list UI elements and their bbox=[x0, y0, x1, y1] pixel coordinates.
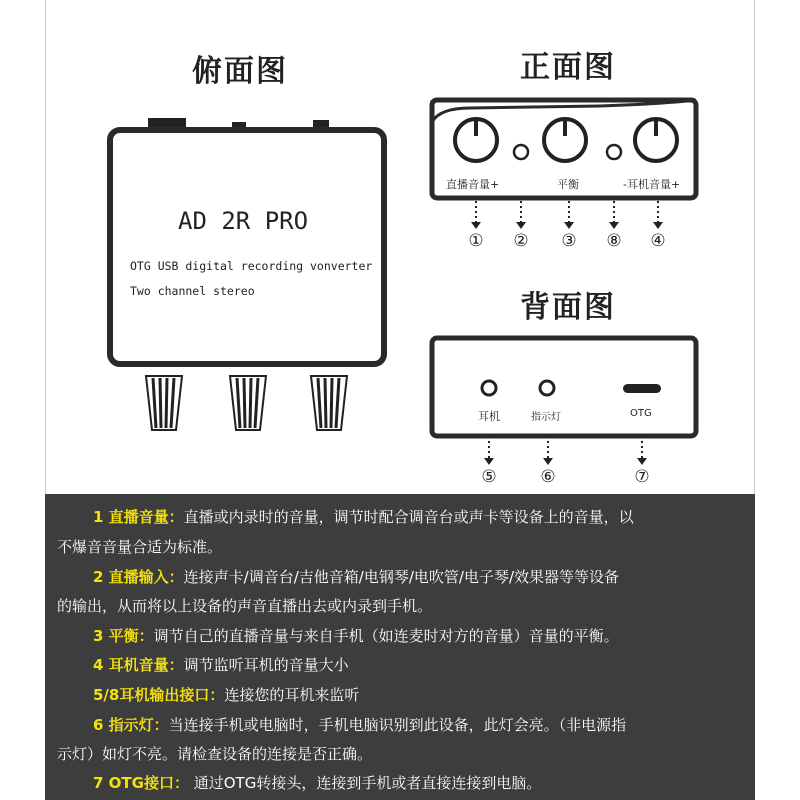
desc-line-3 bbox=[93, 566, 619, 587]
label-otg: OTG bbox=[630, 408, 652, 419]
desc-key-5: 3 平衡： bbox=[93, 627, 154, 645]
description-panel bbox=[45, 494, 755, 800]
desc-key-8: 6 指示灯： bbox=[93, 716, 169, 734]
desc-key-1: 1 直播音量： bbox=[93, 508, 184, 526]
desc-line-8 bbox=[93, 714, 626, 735]
desc-line-4 bbox=[57, 595, 432, 616]
label-headphone-volume: -耳机音量+ bbox=[623, 178, 681, 191]
top-view-device-body bbox=[110, 130, 384, 364]
device-description-line-1: OTG USB digital recording vonverter bbox=[130, 259, 373, 273]
label-live-volume: 直播音量+ bbox=[446, 178, 500, 191]
knob-shaft-1 bbox=[146, 376, 182, 430]
callout-number-4: ④ bbox=[650, 231, 666, 251]
desc-key-6: 4 耳机音量： bbox=[93, 656, 184, 674]
knob-headphone-volume bbox=[635, 119, 677, 161]
callout-number-6: ⑥ bbox=[540, 467, 556, 487]
top-view-heading: 俯面图 bbox=[192, 54, 288, 89]
input-jack-2 bbox=[514, 145, 528, 159]
knob-live-volume bbox=[455, 119, 497, 161]
callout-number-7: ⑦ bbox=[634, 467, 650, 487]
callout-number-8: ⑧ bbox=[606, 231, 622, 251]
desc-line-2 bbox=[57, 536, 222, 557]
desc-line-10 bbox=[93, 772, 541, 793]
callout-number-5: ⑤ bbox=[481, 467, 497, 487]
desc-text-10: 通过OTG转接头，连接到手机或者直接连接到电脑。 bbox=[188, 774, 542, 792]
callout-number-2: ② bbox=[513, 231, 529, 251]
front-callout-arrowheads bbox=[471, 222, 663, 229]
callout-number-3: ③ bbox=[561, 231, 577, 251]
desc-text-5: 调节自己的直播音量与来自手机（如连麦时对方的音量）音量的平衡。 bbox=[153, 627, 619, 645]
desc-key-10: 7 OTG接口： bbox=[93, 774, 189, 792]
back-indicator-light bbox=[540, 381, 554, 395]
desc-key-7: 5/8耳机输出接口： bbox=[93, 686, 225, 704]
front-view-heading: 正面图 bbox=[520, 50, 616, 85]
desc-line-1 bbox=[93, 506, 634, 527]
desc-text-8: 当连接手机或电脑时，手机电脑识别到此设备，此灯会亮。（非电源指 bbox=[168, 716, 627, 734]
callout-number-1: ① bbox=[468, 231, 484, 251]
desc-line-6 bbox=[93, 654, 349, 675]
back-headphone-jack bbox=[482, 381, 496, 395]
label-balance: 平衡 bbox=[557, 178, 579, 191]
knob-balance bbox=[544, 119, 586, 161]
back-callout-arrowheads bbox=[484, 458, 647, 465]
desc-line-7 bbox=[93, 684, 359, 705]
desc-text-2: 不爆音音量合适为标准。 bbox=[57, 538, 223, 556]
headphone-jack-8 bbox=[607, 145, 621, 159]
desc-text-1: 直播或内录时的音量，调节时配合调音台或声卡等设备上的音量，以 bbox=[183, 508, 634, 526]
desc-key-3: 2 直播输入： bbox=[93, 568, 184, 586]
back-otg-port bbox=[623, 384, 661, 393]
knob-shaft-2 bbox=[230, 376, 266, 430]
device-description-line-2: Two channel stereo bbox=[130, 284, 255, 298]
label-headphone: 耳机 bbox=[478, 410, 500, 423]
desc-line-5 bbox=[93, 625, 619, 646]
desc-text-6: 调节监听耳机的音量大小 bbox=[183, 656, 349, 674]
back-callout-lines bbox=[489, 436, 642, 458]
knob-shaft-3 bbox=[311, 376, 347, 430]
label-indicator: 指示灯 bbox=[531, 412, 561, 423]
desc-line-9 bbox=[57, 743, 372, 764]
back-view-heading: 背面图 bbox=[520, 290, 616, 325]
desc-text-7: 连接您的耳机来监听 bbox=[224, 686, 360, 704]
desc-text-4: 的输出，从而将以上设备的声音直播出去或内录到手机。 bbox=[57, 597, 433, 615]
desc-text-3: 连接声卡/调音台/吉他音箱/电钢琴/电吹管/电子琴/效果器等等设备 bbox=[183, 568, 619, 586]
device-model-name: AD 2R PRO bbox=[178, 207, 309, 235]
desc-text-9: 示灯）如灯不亮。请检查设备的连接是否正确。 bbox=[57, 745, 373, 763]
